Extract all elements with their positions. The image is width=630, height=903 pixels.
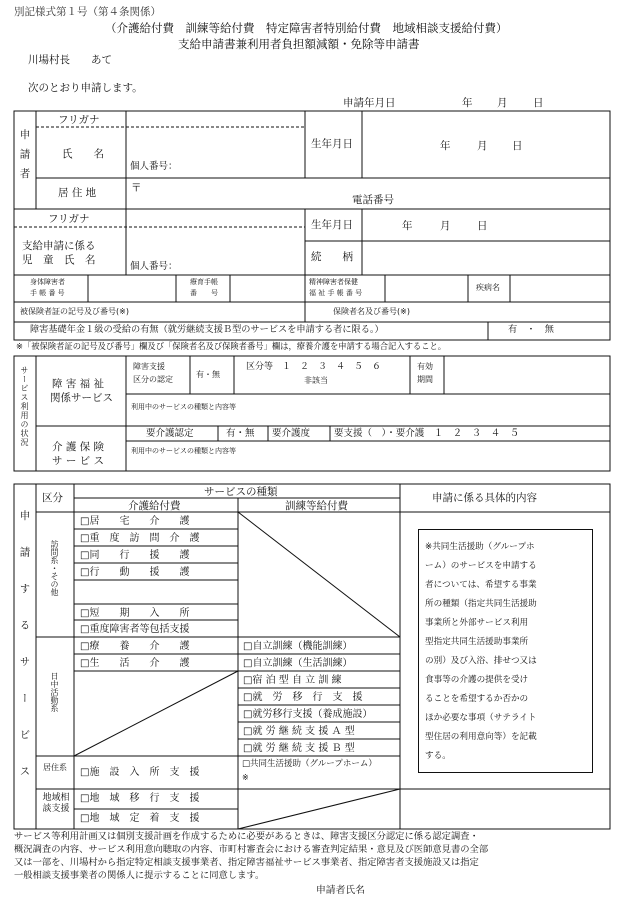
- support-not-applicable[interactable]: 非該当: [304, 376, 328, 385]
- welfare-services-label-1: 障 害 福 祉: [52, 378, 105, 390]
- child-furigana-label: フリガナ: [48, 213, 90, 225]
- visit-item-accompany-support[interactable]: □同 行 援 護: [80, 550, 190, 561]
- training-benefit-header: 訓練等給付費: [285, 500, 348, 512]
- regional-item-transition-support[interactable]: □地 域 移 行 支 援: [80, 793, 200, 804]
- visit-group-label: 訪問系・その他: [50, 540, 59, 596]
- day-item-continuous-employment-b[interactable]: □就 労 継 続 支 援 Ｂ 型: [243, 743, 355, 754]
- residence-item-facility-support[interactable]: □施 設 入 所 支 援: [80, 767, 200, 778]
- pension-label: 障害基礎年金１級の受給の有無（就労継続支援Ｂ型のサービスを申請する者に限る。）: [30, 324, 384, 335]
- signature-label: 申請者氏名: [316, 885, 365, 896]
- welfare-in-use-field[interactable]: [131, 412, 601, 424]
- applicant-birth-year[interactable]: 年: [440, 140, 451, 152]
- support-cert-label-2: 区分の認定: [133, 375, 173, 384]
- regional-group-label: 地域相談支援: [42, 793, 70, 814]
- consent-line-1: サービス等利用計画又は個別支援計画を作成するために必要があるときは、障害支援区分認定に係る認定調査・: [14, 831, 479, 842]
- visit-item-severe-visit-care[interactable]: □重 度 訪 問 介 護: [80, 533, 200, 544]
- signature-field[interactable]: [372, 884, 572, 898]
- consent-line-2: 概況調査の内容、サービス利用意向聴取の内容、市町村審査会における審査判定結果・意見及び医師意見書の全部: [14, 844, 489, 855]
- pension-yes-no[interactable]: 有 ・ 無: [508, 324, 554, 335]
- day-item-independence-function[interactable]: □自立訓練（機能訓練）: [243, 641, 353, 652]
- application-date-year[interactable]: 年: [462, 97, 473, 109]
- child-name-label-line2: 児 童 氏 名: [22, 254, 96, 266]
- child-relation-label: 続 柄: [311, 251, 353, 263]
- service-type-header: サービスの種類: [204, 486, 278, 498]
- child-birth-month[interactable]: 月: [440, 220, 451, 232]
- note-line: する。: [425, 751, 451, 761]
- note-line: の別）及び入浴、排せつ又は: [425, 656, 537, 666]
- day-item-residential-training[interactable]: □宿 泊 型 自 立 訓 練: [243, 675, 342, 686]
- residence-note-mark: ※: [242, 773, 249, 782]
- child-birth-label: 生年月日: [311, 219, 353, 231]
- applicant-address-label: 居 住 地: [58, 187, 97, 199]
- consent-line-3: 又は一部を、川場村から指定特定相談支援事業者、指定障害福祉サービス事業者、指定障害者支援施設又は指定: [14, 857, 479, 868]
- applicant-personal-number-label: 個人番号：: [130, 161, 178, 172]
- category-header: 区分: [42, 492, 63, 504]
- child-name-label-line1: 支給申請に係る: [22, 240, 96, 252]
- residence-item-group-home[interactable]: □共同生活援助（グループホーム）: [242, 759, 377, 769]
- residence-group-label: 居住系: [43, 763, 67, 772]
- child-birth-year[interactable]: 年: [402, 220, 413, 232]
- note-line: 型住居の利用意向等）を記載: [425, 732, 537, 742]
- support-level-options[interactable]: 区分等 １ ２ ３ ４ ５ ６: [246, 362, 382, 372]
- group-home-note: [418, 529, 593, 773]
- physical-notebook-label-1: 身体障害者: [30, 278, 65, 286]
- day-item-employment-transition[interactable]: □就 労 移 行 支 援: [243, 692, 363, 703]
- visit-item-behavior-support[interactable]: □行 動 援 護: [80, 567, 190, 578]
- note-line: 型指定共同生活援助事業所: [425, 637, 529, 647]
- visit-item-short-stay[interactable]: □短 期 入 所: [80, 608, 190, 619]
- applicant-furigana-field[interactable]: [130, 113, 300, 125]
- care-cert-yes-no[interactable]: 有・無: [226, 428, 255, 439]
- applicant-name-field[interactable]: [130, 130, 300, 160]
- form-title-line1: （介護給付費 訓練等給付費 特定障害者特別給付費 地域相談支援給付費）: [105, 21, 508, 35]
- note-line: ることを希望するか否かの: [425, 694, 529, 704]
- day-item-life-care[interactable]: □生 活 介 護: [80, 658, 190, 669]
- applicant-birth-day[interactable]: 日: [512, 140, 523, 152]
- application-date-label: 申請年月日: [343, 97, 396, 109]
- welfare-in-use-label: 利用中のサービスの種類と内容等: [131, 403, 236, 411]
- child-name-field[interactable]: [130, 230, 300, 258]
- child-birth-day[interactable]: 日: [477, 220, 488, 232]
- note-line: 事業所と外部サービス利用: [425, 618, 529, 628]
- insurer-number-label: 保険者名及び番号(※): [333, 307, 410, 316]
- mental-notebook-label-1: 精神障害者保健: [309, 278, 358, 286]
- child-personal-number-label: 個人番号：: [130, 261, 178, 272]
- care-insurance-label-2: サ ー ビ ス: [52, 455, 105, 467]
- applicant-birth-label: 生年月日: [311, 138, 353, 150]
- rehab-notebook-label-2: 番 号: [190, 289, 218, 297]
- applicant-furigana-label: フリガナ: [58, 114, 100, 126]
- applicant-side-label: 申請者: [18, 129, 31, 188]
- care-in-use-label: 利用中のサービスの種類と内容等: [131, 447, 236, 455]
- application-date-month[interactable]: 月: [497, 97, 508, 109]
- applicant-phone-label: 電話番号: [352, 194, 394, 206]
- detail-header: 申請に係る具体的内容: [432, 492, 537, 504]
- care-cert-label: 要介護認定: [146, 428, 194, 439]
- regional-item-settlement-support[interactable]: □地 域 定 着 支 援: [80, 813, 200, 824]
- applicant-address-field[interactable]: [140, 182, 340, 206]
- form-title-line2: 支給申請書兼利用者負担額減額・免除等申請書: [178, 37, 420, 51]
- note-line: ほか必要な事項（サテライト: [425, 713, 537, 723]
- rehab-notebook-label-1: 療育手帳: [190, 278, 218, 286]
- visit-item-home-care[interactable]: □居 宅 介 護: [80, 516, 190, 527]
- disease-name-label: 疾病名: [476, 283, 500, 292]
- mental-notebook-label-2: 福 祉 手 帳 番 号: [309, 289, 363, 297]
- note-line: ※共同生活援助（グループホ: [425, 542, 535, 552]
- day-item-continuous-employment-a[interactable]: □就 労 継 続 支 援 Ａ 型: [243, 726, 355, 737]
- physical-notebook-label-2: 手 帳 番 号: [30, 289, 65, 297]
- care-level-options[interactable]: 要支援（ ）・要介護 １ ２ ３ ４ ５: [334, 428, 520, 439]
- application-date-day[interactable]: 日: [533, 97, 544, 109]
- consent-line-4: 一般相談支援事業者の関係人に提示することに同意します。: [14, 870, 265, 881]
- note-line: 者については、希望する事業: [425, 580, 537, 590]
- insurance-note: ※「被保険者証の記号及び番号」欄及び「保険者名及び保険者番号」欄は，療養介護を申請する場合記入すること。: [16, 341, 447, 351]
- usage-side-label: サービス利用の状況: [20, 366, 29, 447]
- form-number: 別記様式第１号（第４条関係）: [14, 6, 161, 18]
- support-cert-yes-no[interactable]: 有・無: [196, 370, 220, 379]
- applicant-birth-month[interactable]: 月: [477, 140, 488, 152]
- welfare-services-label-2: 関係サービス: [50, 392, 113, 404]
- addressee: 川場村長 あて: [28, 54, 112, 66]
- applicant-name-label: 氏 名: [62, 148, 104, 160]
- applicant-postal-mark: 〒: [131, 182, 142, 194]
- insured-number-label: 被保険者証の記号及び番号(※): [20, 307, 129, 316]
- visit-item-comprehensive-support[interactable]: □重度障害者等包括支援: [80, 624, 190, 635]
- note-line: 所の種類（指定共同生活援助: [425, 599, 537, 609]
- note-line: ーム）のサービスを申請する: [425, 561, 537, 571]
- day-item-medical-care[interactable]: □療 養 介 護: [80, 641, 190, 652]
- note-line: 食事等の介護の提供を受け: [425, 675, 529, 685]
- day-activity-group-label: 日中活動系: [50, 672, 59, 712]
- day-item-employment-transition-training[interactable]: □就労移行支援（養成施設）: [243, 709, 373, 720]
- support-cert-label-1: 障害支援: [133, 362, 165, 371]
- care-benefit-header: 介護給付費: [128, 500, 181, 512]
- valid-period-label-1: 有効: [417, 362, 433, 371]
- care-degree-label: 要介護度: [272, 428, 311, 439]
- day-item-independence-life[interactable]: □自立訓練（生活訓練）: [243, 658, 353, 669]
- care-insurance-label-1: 介 護 保 険: [52, 441, 105, 453]
- services-side-label: 申請するサービス: [18, 510, 31, 802]
- lead-text: 次のとおり申請します。: [28, 82, 143, 94]
- valid-period-label-2: 期間: [417, 375, 433, 384]
